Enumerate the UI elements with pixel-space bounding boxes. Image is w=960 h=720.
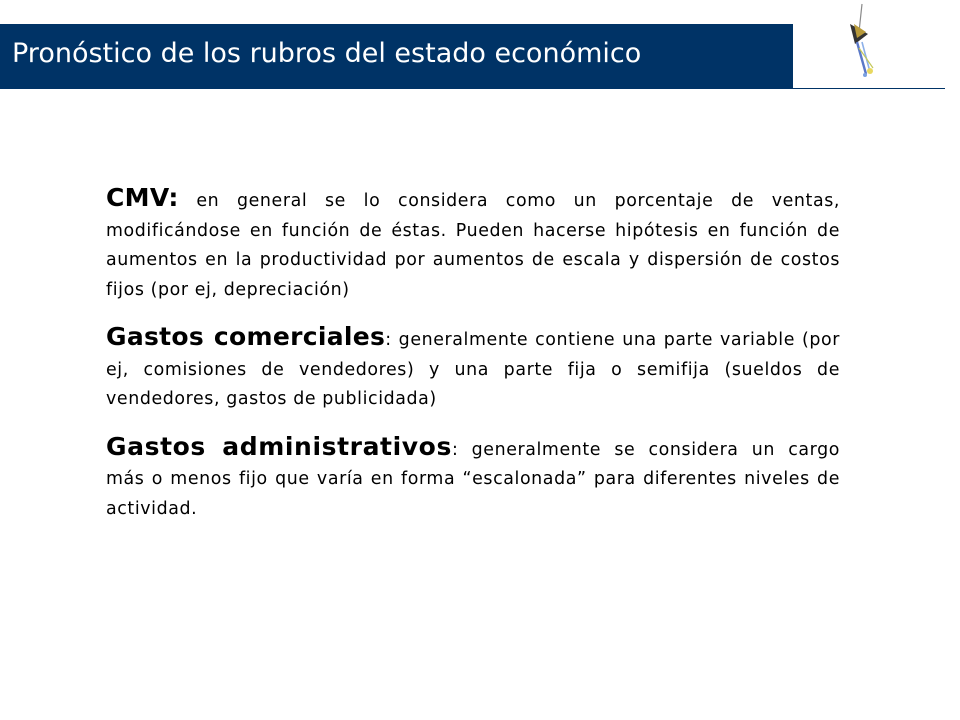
slide-title: Pronóstico de los rubros del estado económico: [12, 38, 642, 69]
paragraph-gastos-comerciales: [106, 322, 840, 415]
paragraph-cmv: [106, 183, 840, 305]
term-gastos-comerciales: Gastos comerciales: [106, 322, 386, 351]
pencil-sketch-logo-icon: [840, 2, 884, 82]
term-gastos-administrativos: Gastos administrativos: [106, 431, 452, 461]
paragraph-gastos-comerciales-text: generalmente contiene una parte variable (por ej, comisiones de vendedores) y una parte fija o semifija (sueldos de vendedores, gastos de publicidada): [106, 330, 840, 409]
term-separator: :: [451, 439, 459, 460]
term-cmv: CMV: [106, 183, 169, 212]
term-separator: :: [385, 330, 392, 350]
term-separator: :: [168, 183, 179, 212]
paragraph-gastos-administrativos-text: generalmente se considera un cargo más o menos fijo que varía en forma “escalonada” para diferentes niveles de actividad.: [106, 439, 840, 519]
paragraph-cmv-text: en general se lo considera como un porcentaje de ventas, modificándose en función de éstas. Pueden hacerse hipótesis en función de aumentos en la productividad por aumentos de escala y dispersión de costos fijos (por ej, depreciación): [106, 191, 840, 300]
title-bar: [0, 24, 793, 89]
title-underline: [793, 88, 945, 89]
content-body: [106, 183, 840, 541]
paragraph-gastos-administrativos: [106, 432, 840, 525]
